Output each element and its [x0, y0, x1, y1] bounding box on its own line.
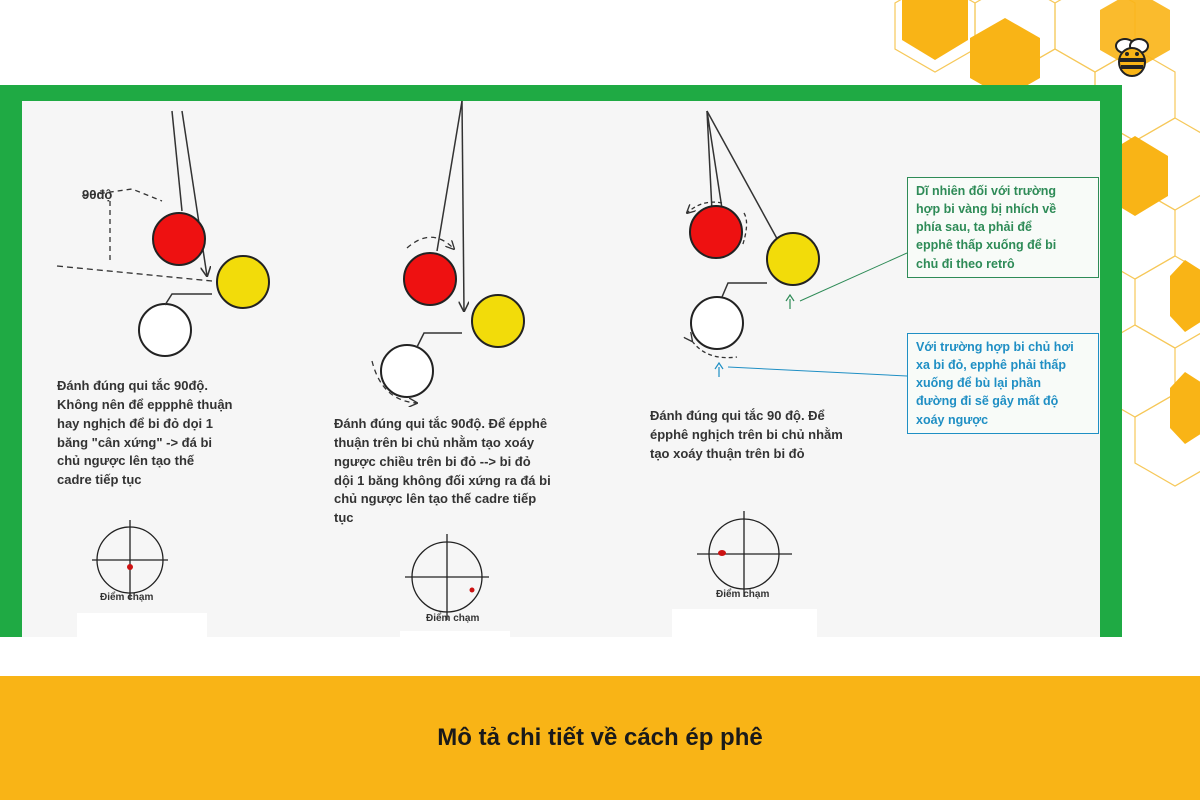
caption-title: Mô tả chi tiết về cách ép phê	[437, 724, 763, 751]
yellow-ball-3	[767, 233, 819, 285]
white-ball-3	[691, 297, 743, 349]
panel-1-caption: Đánh đúng qui tắc 90độ. Không nên để eppphê thuận hay nghịch để bi đỏ dọi 1 băng "cân xứng" -> đá bi chủ ngược lên tạo thế cadre tiếp tục	[57, 378, 233, 488]
contact-label-2: Điểm chạm	[426, 613, 480, 624]
panel-1-shot	[57, 111, 269, 600]
red-ball-1	[153, 213, 205, 265]
diagram-canvas	[22, 101, 1100, 637]
panel-2-caption: Đánh đúng qui tắc 90độ. Để épphê thuận trên bi chủ nhằm tạo xoáy ngược chiều trên bi đỏ --> bi đỏ dội 1 băng không đối xứng ra đá bi chủ ngược lên tạo thế cadre tiếp tục	[334, 416, 551, 526]
contact-label-1: Điểm chạm	[100, 592, 154, 603]
contact-label-3: Điểm chạm	[716, 589, 770, 600]
bee-logo-icon	[1108, 34, 1156, 80]
note-green: Dĩ nhiên đối với trường hợp bi vàng bị nhích về phía sau, ta phải để epphê thấp xuống để bi chủ đi theo retrô	[907, 177, 1099, 278]
yellow-ball-2	[472, 295, 524, 347]
red-ball-3	[690, 206, 742, 258]
white-patch	[77, 613, 207, 637]
white-ball-1	[139, 304, 191, 356]
diagram-frame	[0, 85, 1122, 637]
white-ball-2	[381, 345, 433, 397]
panel-3-caption: Đánh đúng qui tắc 90 độ. Để épphê nghịch trên bi chủ nhằm tạo xoáy thuận trên bi đỏ	[650, 408, 843, 461]
white-patch	[672, 609, 817, 637]
yellow-ball-1	[217, 256, 269, 308]
angle-label: 90độ	[82, 187, 113, 202]
white-patch	[400, 631, 510, 637]
caption-banner	[0, 676, 1200, 800]
panel-3-shot	[687, 111, 907, 597]
panel-2-shot	[372, 101, 524, 620]
red-ball-2	[404, 253, 456, 305]
note-blue: Với trường hợp bi chủ hơi xa bi đỏ, epphê phải thấp xuống để bù lại phần đường đi sẽ gây mất độ xoáy ngược	[907, 333, 1099, 434]
